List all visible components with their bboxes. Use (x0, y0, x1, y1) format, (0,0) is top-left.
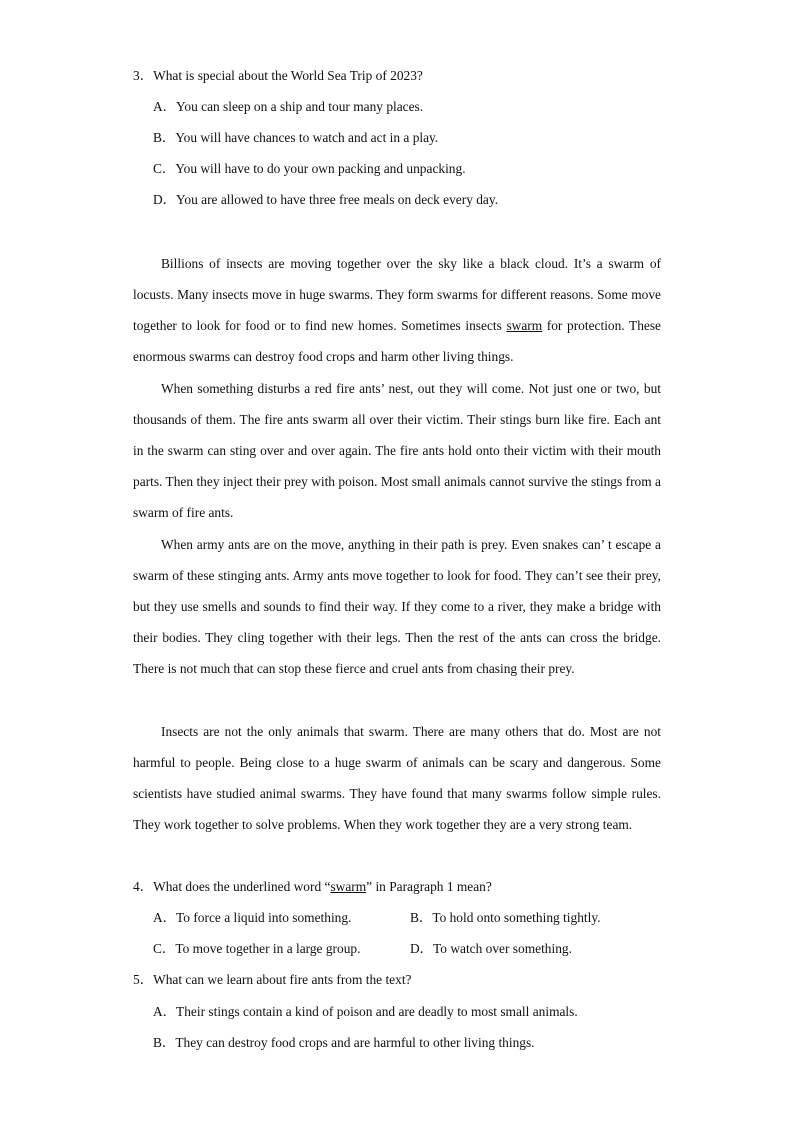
question-4-option-d: D．To watch over something. (410, 941, 572, 956)
question-4-option-b: B．To hold onto something tightly. (410, 910, 601, 925)
paragraph-1-text-b: for protection. These enormous swarms can destroy food crops and harm other living things. (133, 318, 662, 365)
question-4-underlined-word: swarm (330, 879, 367, 894)
question-5-option-a: A．Their stings contain a kind of poison and are deadly to most small animals. (153, 1004, 578, 1019)
passage-paragraph-2: When something disturbs a red fire ants’ nest, out they will come. Not just one or two, but thousands of them. The fire ants swarm all over their victim. Their stings burn like fire. Each ant in the swarm can sting over and over again. The fire ants hold onto their victim with their mouth parts. Then they inject their prey with poison. Most small animals cannot survive the stings from a swarm of fire ants. (133, 381, 661, 521)
question-5-option-b: B．They can destroy food crops and are harmful to other living things. (153, 1035, 535, 1050)
question-3-option-b: B．You will have chances to watch and act in a play. (153, 130, 439, 145)
question-3-option-c: C．You will have to do your own packing and unpacking. (153, 161, 466, 176)
question-3-option-a: A．You can sleep on a ship and tour many places. (153, 99, 424, 114)
passage-paragraph-1 (133, 248, 661, 372)
paragraph-1-text-a: Billions of insects are moving together over the sky like a black cloud. It’s a swarm of locusts. Many insects move in huge swarms. They form swarms for different reasons. Some move together to look for food or to find new homes. Sometimes insects (133, 256, 661, 334)
question-4-option-c: C．To move together in a large group. (153, 941, 361, 956)
question-4-stem-b: ” in Paragraph 1 mean? (366, 879, 492, 894)
question-3-option-d: D．You are allowed to have three free meals on deck every day. (153, 192, 499, 207)
passage-paragraph-3: When army ants are on the move, anything in their path is prey. Even snakes can’ t escape a swarm of these stinging ants. Army ants move together to look for food. They can’t see their prey, but they use smells and sounds to find their way. If they come to a river, they make a bridge with their bodies. They cling together with their legs. Then the rest of the ants can cross the bridge. There is not much that can stop these fierce and cruel ants from chasing their prey. (133, 537, 661, 677)
question-4-stem-a: 4．What does the underlined word “ (133, 879, 331, 894)
passage-paragraph-4: Insects are not the only animals that swarm. There are many others that do. Most are not harmful to people. Being close to a huge swarm of animals can be scary and dangerous. Some scientists have studied animal swarms. They have found that many swarms follow simple rules. They work together to solve problems. When they work together they are a very strong team. (133, 724, 661, 833)
question-4-stem (133, 879, 492, 895)
question-5-stem: 5．What can we learn about fire ants from the text? (133, 972, 412, 987)
question-3-stem: 3．What is special about the World Sea Trip of 2023? (133, 68, 423, 83)
underlined-word-swarm: swarm (506, 318, 543, 334)
question-4-option-a: A．To force a liquid into something. (153, 910, 352, 925)
